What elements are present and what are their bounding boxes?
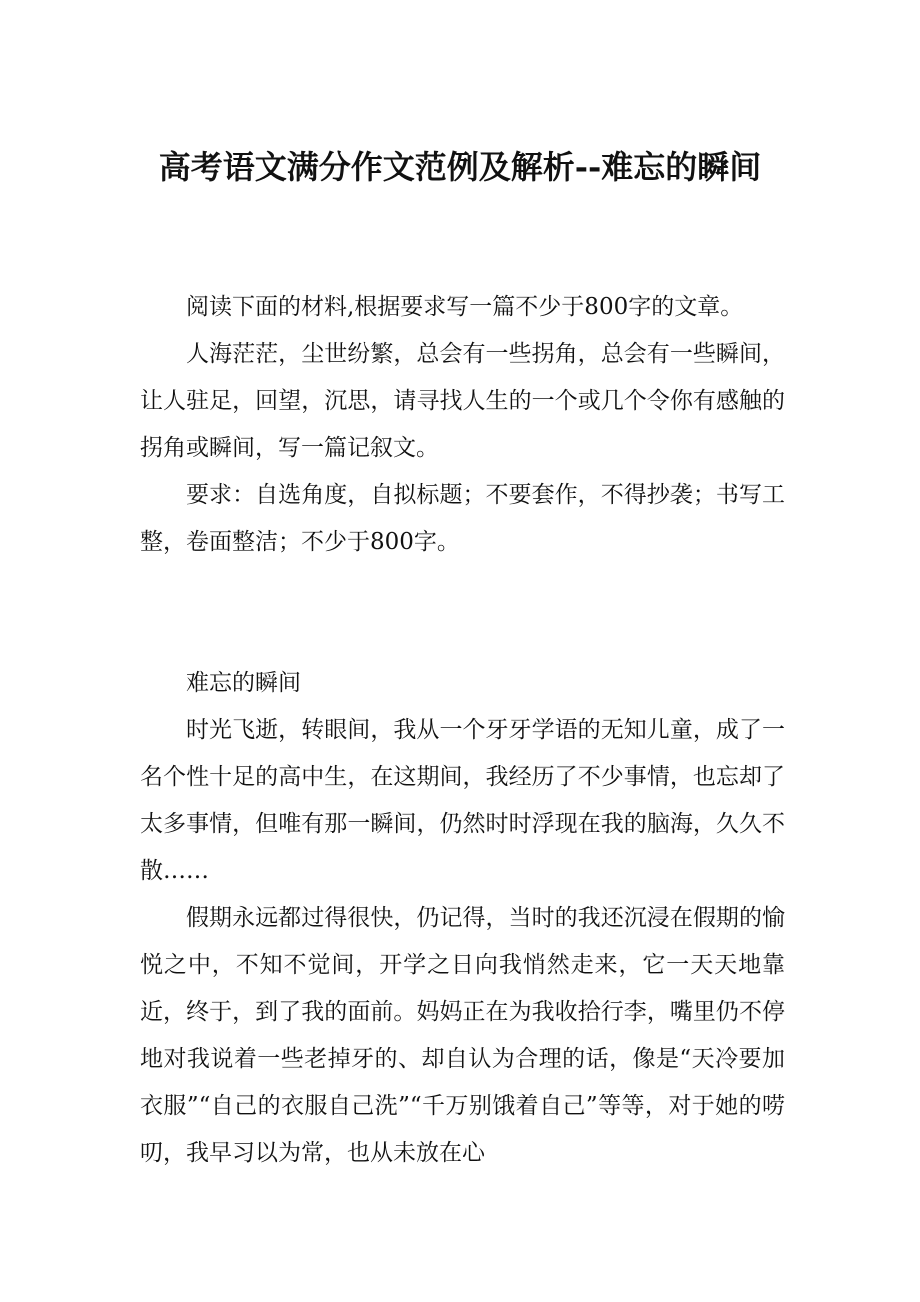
essay-paragraph-2: 假期永远都过得很快，仍记得，当时的我还沉浸在假期的愉悦之中，不知不觉间，开学之日向我悄然走来，它一天天地靠近，终于，到了我的面前。妈妈正在为我收拾行李，嘴里仍不停地对我说着一些老掉牙的、却自认为合理的话，像是“天冷要加衣服”“自己的衣服自己洗”“千万别饿着自己”等等，对于她的唠叨，我早习以为常，也从未放在心 — [140, 905, 785, 1166]
prompt-paragraph-2: 人海茫茫，尘世纷繁，总会有一些拐角，总会有一些瞬间，让人驻足，回望，沉思，请寻找人生的一个或几个令你有感触的拐角或瞬间，写一篇记叙文。 — [140, 341, 785, 461]
prompt-paragraph-1: 阅读下面的材料,根据要求写一篇不少于800字的文章。 — [186, 294, 744, 320]
section-spacer — [140, 566, 785, 660]
essay-paragraph-1: 时光飞逝，转眼间，我从一个牙牙学语的无知儿童，成了一名个性十足的高中生，在这期间，我经历了不少事情，也忘却了太多事情，但唯有那一瞬间，仍然时时浮现在我的脑海，久久不散…… — [140, 717, 785, 884]
document-title: 高考语文满分作文范例及解析--难忘的瞬间 — [158, 148, 762, 186]
essay-heading: 难忘的瞬间 — [186, 670, 301, 696]
document-body — [140, 284, 785, 1177]
prompt-paragraph-3: 要求：自选角度，自拟标题；不要套作，不得抄袭；书写工整，卷面整洁；不少于800字。 — [140, 482, 785, 555]
